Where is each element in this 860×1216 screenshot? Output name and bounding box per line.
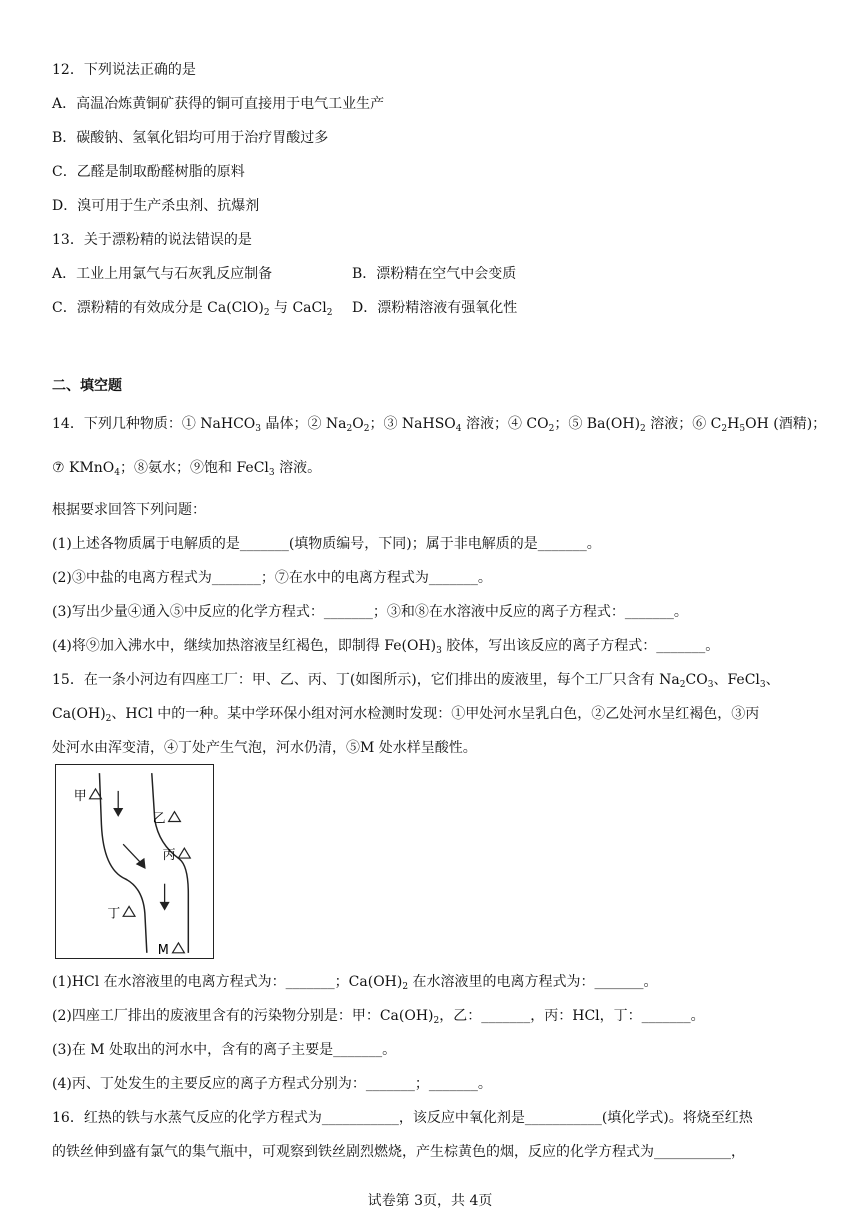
q14-part3: (3)写出少量④通入⑤中反应的化学方程式：_______；③和⑧在水溶液中反应的离子方程式：_______。	[52, 604, 688, 620]
q15-part4: (4)丙、丁处发生的主要反应的离子方程式分别为：_______；_______。	[52, 1076, 492, 1092]
q12-option-c: C．乙醛是制取酚醛树脂的原料	[52, 164, 245, 180]
q16-stem-line1: 16．红热的铁与水蒸气反应的化学方程式为___________，该反应中氧化剂是___________(填化学式)。将烧至红热	[52, 1110, 753, 1126]
q14-stem-line2: ⑦ KMnO$_4$；⑧氨水；⑨饱和 FeCl$_3$ 溶液。	[52, 460, 322, 478]
factory-jia-label: 甲	[73, 788, 87, 804]
section-heading: 二、填空题	[52, 378, 122, 394]
q14-part1: (1)上述各物质属于电解质的是_______(填物质编号，下同)；属于非电解质的是_______。	[52, 536, 601, 552]
q12-option-d: D．溴可用于生产杀虫剂、抗爆剂	[52, 198, 260, 214]
flow-arrow-middle	[123, 844, 145, 868]
factory-ding-triangle-icon	[123, 906, 135, 916]
q15-part3: (3)在 M 处取出的河水中，含有的离子主要是_______。	[52, 1042, 397, 1058]
q14-part2: (2)③中盐的电离方程式为_______；⑦在水中的电离方程式为_______。	[52, 570, 492, 586]
q15-stem-line1: 15．在一条小河边有四座工厂：甲、乙、丙、丁(如图所示)，它们排出的废液里，每个工厂只含有 $Na_2CO_3$、FeCl$_3$、	[52, 672, 780, 690]
factory-bing-label: 丙	[162, 848, 176, 864]
point-m-label: M	[157, 942, 169, 958]
q16-stem-line2: 的铁丝伸到盛有氯气的集气瓶中，可观察到铁丝剧烈燃烧，产生棕黄色的烟，反应的化学方程式为___________，	[52, 1144, 745, 1160]
factory-yi-label: 乙	[152, 811, 166, 827]
q15-stem-line2: $Ca(OH)_2$、HCl 中的一种。某中学环保小组对河水检测时发现：①甲处河水呈乳白色，②乙处河水呈红褐色，③丙	[52, 706, 760, 724]
q15-part1: (1)HCl 在水溶液里的电离方程式为：_______；$Ca(OH)_2$ 在水溶液里的电离方程式为：_______。	[52, 974, 658, 992]
q12-option-a: A．高温冶炼黄铜矿获得的铜可直接用于电气工业生产	[52, 96, 385, 112]
q14-intro: 根据要求回答下列问题：	[52, 502, 206, 518]
river-factory-diagram	[55, 764, 214, 959]
flow-arrow-bottom	[161, 884, 169, 910]
q13-option-b: B．漂粉精在空气中会变质	[352, 266, 517, 282]
q15-part2: (2)四座工厂排出的废液里含有的污染物分别是：甲：$Ca(OH)_2$，乙：_______，丙：HCl，丁：_______。	[52, 1008, 705, 1026]
point-m-triangle-icon	[173, 943, 185, 953]
q12-option-b: B．碳酸钠、氢氧化铝均可用于治疗胃酸过多	[52, 130, 329, 146]
q15-stem-line3: 处河水由浑变清，④丁处产生气泡，河水仍清，⑤M 处水样呈酸性。	[52, 740, 477, 756]
factory-ding-label: 丁	[107, 906, 121, 922]
flow-arrow-top	[114, 791, 122, 816]
q13-option-d: D．漂粉精溶液有强氧化性	[352, 300, 518, 316]
factory-bing-triangle-icon	[178, 848, 190, 858]
q14-stem-line1: 14．下列几种物质：① NaHCO$_3$ 晶体；② $Na_2O_2$；③ NaHSO$_4$ 溶液；④ $CO_2$；⑤ $Ba(OH)_2$ 溶液；⑥ $C_2H_5OH$ (酒精)；	[52, 416, 827, 434]
q13-option-a: A．工业上用氯气与石灰乳反应制备	[52, 266, 273, 282]
page-footer: 试卷第 3页，共 4页	[367, 1193, 493, 1209]
q12-stem: 12．下列说法正确的是	[52, 62, 196, 78]
q13-stem: 13．关于漂粉精的说法错误的是	[52, 232, 252, 248]
q13-option-c: C．漂粉精的有效成分是 $Ca(ClO)_2$ 与 CaCl$_2$	[52, 300, 333, 318]
q14-part4: (4)将⑨加入沸水中，继续加热溶液呈红褐色，即制得 $Fe(OH)_3$ 胶体，写出该反应的离子方程式：_______。	[52, 638, 720, 656]
factory-yi-triangle-icon	[169, 812, 181, 822]
